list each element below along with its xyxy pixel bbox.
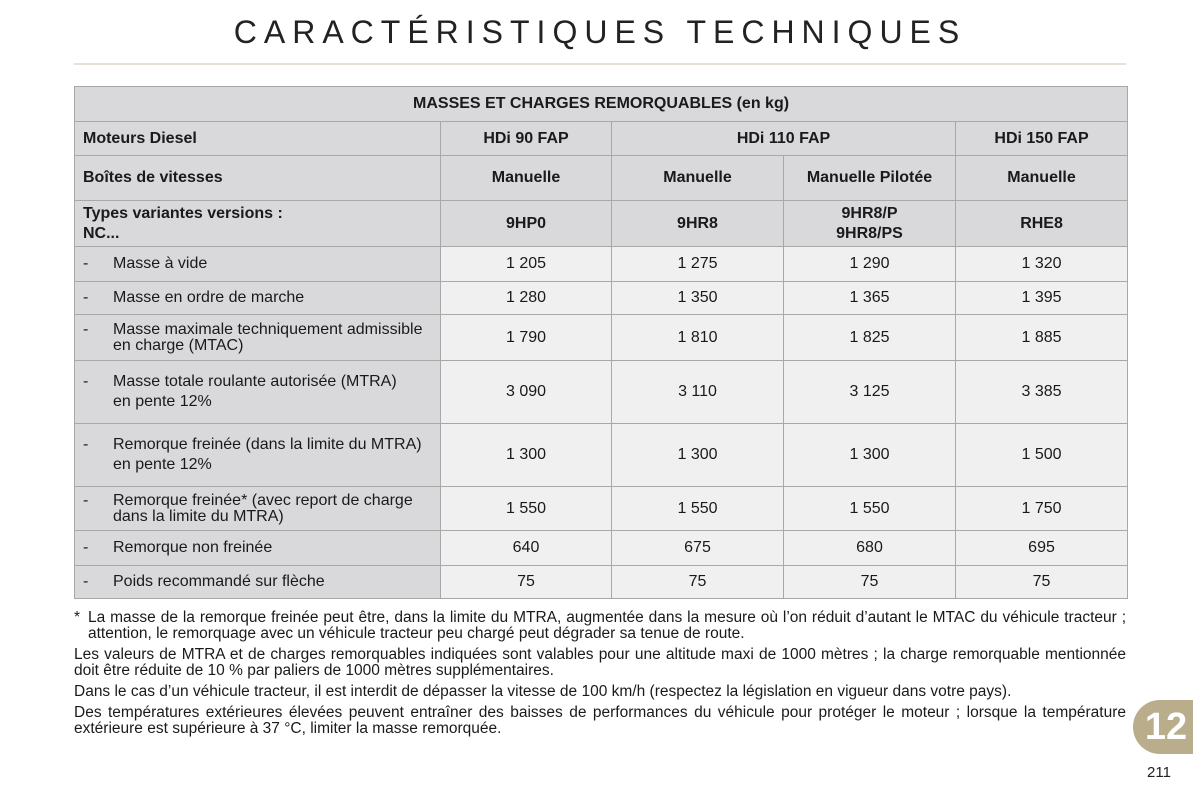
row-dash: - [83, 491, 89, 509]
row-label-cell [75, 531, 441, 566]
row-label: Remorque freinée (dans la limite du MTRA) [113, 436, 422, 453]
table-cell: 1 350 [612, 282, 784, 315]
table-row [75, 247, 1128, 282]
table-row [75, 315, 1128, 361]
row-dash: - [83, 573, 89, 590]
type-code: RHE8 [1020, 214, 1063, 232]
note-paragraph: Des températures extérieures élevées peuvent entraîner des baisses de performances du véhicule pour protéger le moteur ; lorsque la température extérieure est supérieure à 37 °C, limiter la masse remorquée. [74, 704, 1126, 737]
gearbox-cell: Manuelle Pilotée [784, 156, 956, 201]
row-label-cell [75, 247, 441, 282]
table-cell: 1 550 [441, 487, 612, 531]
engines-label: Moteurs Diesel [75, 122, 441, 156]
type-code-cell [956, 201, 1128, 247]
row-label-cell [75, 566, 441, 599]
table-cell: 1 550 [612, 487, 784, 531]
table-cell: 75 [441, 566, 612, 599]
gearbox-label: Boîtes de vitesses [75, 156, 441, 201]
row-dash: - [83, 436, 89, 453]
row-label: Remorque freinée* (avec report de charge dans la limite du MTRA) [113, 491, 413, 525]
table-cell: 3 110 [612, 361, 784, 424]
table-caption: MASSES ET CHARGES REMORQUABLES (en kg) [75, 87, 1128, 122]
row-dash: - [83, 320, 89, 338]
type-code: 9HR8 [677, 214, 718, 232]
table-cell: 1 280 [441, 282, 612, 315]
chapter-tab: 12 [1133, 700, 1193, 754]
row-label-cell [75, 487, 441, 531]
table-cell: 1 885 [956, 315, 1128, 361]
type-code-cell [784, 201, 956, 247]
table-cell: 1 395 [956, 282, 1128, 315]
row-sublabel: en pente 12% [113, 456, 212, 473]
table-cell: 1 300 [441, 424, 612, 487]
row-label-cell [75, 315, 441, 361]
table-cell: 1 290 [784, 247, 956, 282]
page-title: CARACTÉRISTIQUES TECHNIQUES [233, 14, 967, 50]
row-label: Masse totale roulante autorisée (MTRA) [113, 373, 397, 390]
table-cell: 3 385 [956, 361, 1128, 424]
table-row [75, 531, 1128, 566]
table-row [75, 361, 1128, 424]
gearbox-cell: Manuelle [441, 156, 612, 201]
row-label: Remorque non freinée [113, 539, 273, 556]
row-label-cell [75, 361, 441, 424]
note-paragraph: Dans le cas d’un véhicule tracteur, il est interdit de dépasser la vitesse de 100 km/h (respectez la législation en vigueur dans votre pays). [74, 683, 1012, 700]
table-row [75, 424, 1128, 487]
table-cell: 680 [784, 531, 956, 566]
table-cell: 75 [612, 566, 784, 599]
type-code-cell [441, 201, 612, 247]
row-label-cell [75, 282, 441, 315]
row-dash: - [83, 255, 89, 272]
engine-header-hdi90: HDi 90 FAP [441, 122, 612, 156]
table-row [75, 282, 1128, 315]
table-cell: 1 300 [612, 424, 784, 487]
table-cell: 1 205 [441, 247, 612, 282]
notes-section [74, 610, 1126, 742]
row-label-cell [75, 424, 441, 487]
type-code: 9HR8/P [841, 204, 898, 222]
type-code: 9HR8/PS [836, 224, 903, 242]
footnote-text: La masse de la remorque freinée peut être, dans la limite du MTRA, augmentée dans la mesure où l’on réduit d’autant le MTAC du véhicule tracteur ; attention, le remorquage avec un véhicule tracteur peu chargé peut dégrader sa tenue de route. [88, 609, 1126, 642]
table-cell: 1 320 [956, 247, 1128, 282]
row-label: Poids recommandé sur flèche [113, 573, 325, 590]
engine-header-hdi110: HDi 110 FAP [612, 122, 956, 156]
types-label [75, 201, 441, 247]
table-cell: 1 550 [784, 487, 956, 531]
table-cell: 3 090 [441, 361, 612, 424]
type-code: 9HP0 [505, 214, 547, 232]
table-cell: 75 [784, 566, 956, 599]
table-cell: 675 [612, 531, 784, 566]
row-dash: - [83, 289, 89, 306]
gearbox-cell: Manuelle [956, 156, 1128, 201]
table-cell: 1 810 [612, 315, 784, 361]
table-cell: 1 790 [441, 315, 612, 361]
row-sublabel: en pente 12% [113, 393, 212, 410]
row-label: Masse à vide [113, 255, 208, 272]
table-cell: 1 365 [784, 282, 956, 315]
table-cell: 1 300 [784, 424, 956, 487]
note-paragraph: Les valeurs de MTRA et de charges remorquables indiquées sont valables pour une altitude maxi de 1000 mètres ; la charge remorquable mentionnée doit être réduite de 10 % par paliers de 1000 mètres supplémentaires. [74, 646, 1126, 679]
table-row [75, 566, 1128, 599]
page-number: 211 [1147, 764, 1171, 781]
type-code-cell [612, 201, 784, 247]
footnote [74, 610, 1126, 642]
gearbox-cell: Manuelle [612, 156, 784, 201]
table-cell: 1 500 [956, 424, 1128, 487]
table-cell: 1 275 [612, 247, 784, 282]
table-cell: 695 [956, 531, 1128, 566]
table-cell: 75 [956, 566, 1128, 599]
row-dash: - [83, 373, 89, 390]
table-cell: 640 [441, 531, 612, 566]
types-label-line1: Types variantes versions : [83, 204, 283, 222]
table-cell: 3 125 [784, 361, 956, 424]
title-divider [74, 63, 1126, 65]
row-dash: - [83, 539, 89, 556]
engine-header-hdi150: HDi 150 FAP [956, 122, 1128, 156]
table-cell: 1 750 [956, 487, 1128, 531]
footnote-mark: * [74, 609, 81, 626]
row-label: Masse maximale techniquement admissible en charge (MTAC) [113, 320, 423, 354]
towing-weights-table [74, 86, 1128, 599]
types-label-line2: NC... [83, 224, 120, 242]
table-row [75, 487, 1128, 531]
row-label: Masse en ordre de marche [113, 289, 305, 306]
table-cell: 1 825 [784, 315, 956, 361]
